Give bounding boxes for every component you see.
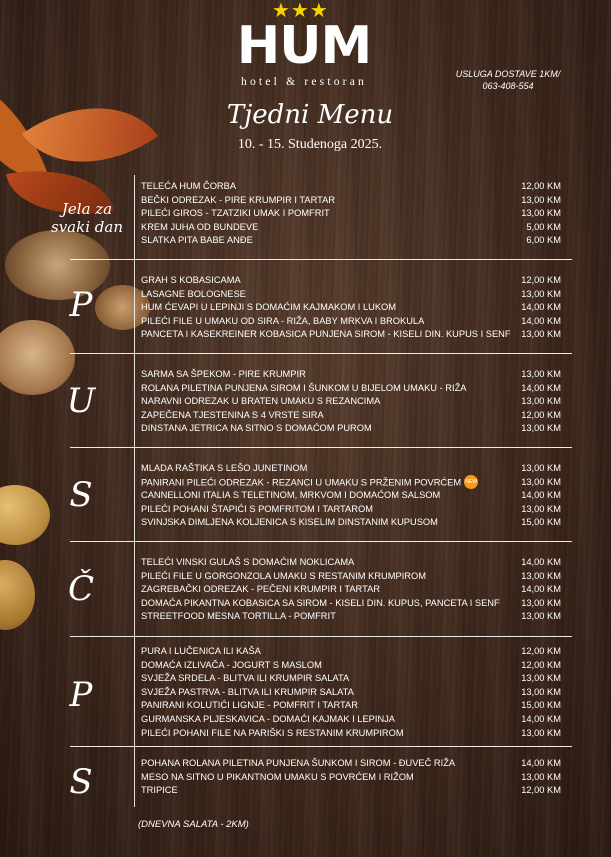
dish-price: 13,00 KM bbox=[521, 288, 561, 299]
menu-item bbox=[141, 476, 571, 490]
dish-price: 13,00 KM bbox=[521, 686, 561, 697]
dish-price: 13,00 KM bbox=[521, 673, 561, 684]
section-divider bbox=[70, 746, 572, 747]
dish-name: MESO NA SITNO U PIKANTNOM UMAKU S POVRĆEM I RIŽOM bbox=[141, 771, 414, 782]
menu-item bbox=[141, 686, 571, 700]
dish-price: 13,00 KM bbox=[521, 503, 561, 514]
dish-price: 12,00 KM bbox=[521, 646, 561, 656]
dish-name: PILEĆI POHANI ŠTAPIĆI S POMFRITOM I TARTAROM bbox=[141, 503, 373, 514]
dish-price: 13,00 KM bbox=[521, 771, 561, 782]
friday-menu-list bbox=[141, 645, 571, 740]
dish-price: 15,00 KM bbox=[521, 700, 561, 711]
dish-name: ROLANA PILETINA PUNJENA SIROM I ŠUNKOM U BIJELOM UMAKU - RIŽA bbox=[141, 382, 467, 393]
menu-item bbox=[141, 771, 571, 785]
dish-price: 6,00 KM bbox=[526, 235, 561, 246]
dish-price: 13,00 KM bbox=[521, 396, 561, 407]
everyday-menu-list bbox=[141, 180, 571, 248]
dish-name: PURA I LUČENICA ILI KAŠA bbox=[141, 646, 261, 656]
everyday-label-line: Jela za bbox=[61, 200, 113, 218]
everyday-label-line: svaki dan bbox=[51, 218, 123, 236]
dish-name: SLATKA PITA BABE ANĐE bbox=[141, 235, 253, 246]
tuesday-menu-list bbox=[141, 368, 571, 436]
dish-name: NARAVNI ODREZAK U BRATEN UMAKU S REZANCIMA bbox=[141, 396, 381, 407]
section-divider bbox=[70, 636, 572, 637]
menu-item bbox=[141, 583, 571, 597]
dish-name: KREM JUHA OD BUNDEVE bbox=[141, 221, 259, 232]
dish-price: 14,00 KM bbox=[521, 758, 561, 768]
section-divider bbox=[70, 353, 572, 354]
dish-price: 14,00 KM bbox=[521, 557, 561, 567]
dish-name: GRAH S KOBASICAMA bbox=[141, 275, 241, 285]
menu-title: Tjedni Menu bbox=[226, 100, 394, 130]
monday-menu-list bbox=[141, 274, 571, 342]
hum-logo: HUM bbox=[236, 16, 372, 76]
menu-item bbox=[141, 570, 571, 584]
dish-price: 12,00 KM bbox=[521, 181, 561, 191]
dish-name: CANNELLONI ITALIA S TELETINOM, MRKVOM I DOMAĆOM SALSOM bbox=[141, 490, 441, 501]
section-divider bbox=[70, 447, 572, 448]
menu-item bbox=[141, 207, 571, 221]
dish-price: 13,00 KM bbox=[521, 570, 561, 581]
dish-price: 13,00 KM bbox=[521, 208, 561, 219]
day-letter-monday: P bbox=[69, 285, 93, 325]
menu-item bbox=[141, 194, 571, 208]
menu-item bbox=[141, 516, 571, 530]
day-letter-thursday: Č bbox=[67, 569, 94, 609]
dish-price: 13,00 KM bbox=[521, 194, 561, 205]
menu-item bbox=[141, 757, 571, 771]
wednesday-menu-list bbox=[141, 462, 571, 530]
dish-price: 14,00 KM bbox=[521, 713, 561, 724]
dish-price: 13,00 KM bbox=[521, 423, 561, 434]
dish-price: 14,00 KM bbox=[521, 490, 561, 501]
dish-price: 13,00 KM bbox=[521, 597, 561, 608]
menu-item bbox=[141, 274, 571, 288]
menu-date: 10. - 15. Studenoga 2025. bbox=[237, 137, 383, 152]
dish-name: PILEĆI FILE U UMAKU OD SIRA - RIŽA, BABY MRKVA I BROKULA bbox=[141, 315, 425, 326]
menu-item bbox=[141, 315, 571, 329]
dish-price: 12,00 KM bbox=[521, 659, 561, 670]
menu-item bbox=[141, 784, 571, 798]
vertical-divider bbox=[134, 175, 135, 807]
day-letter-wednesday: S bbox=[69, 475, 93, 515]
dish-name: PANCETA I KASEKREINER KOBASICA PUNJENA SIROM - KISELI DIN. KUPUS I SENF bbox=[141, 329, 511, 340]
dish-price: 13,00 KM bbox=[521, 369, 561, 379]
potato-decoration bbox=[0, 485, 50, 545]
menu-item bbox=[141, 180, 571, 194]
dish-price: 12,00 KM bbox=[521, 409, 561, 420]
day-letter-tuesday: U bbox=[66, 381, 96, 421]
day-letter-friday: P bbox=[69, 675, 93, 715]
dish-price: 5,00 KM bbox=[526, 221, 561, 232]
dish-price: 12,00 KM bbox=[521, 785, 561, 796]
new-badge-icon: NEW bbox=[464, 475, 478, 489]
menu-item bbox=[141, 610, 571, 624]
everyday-label bbox=[38, 200, 136, 236]
menu-item bbox=[141, 382, 571, 396]
menu-item bbox=[141, 409, 571, 423]
dish-name: ZAGREBAČKI ODREZAK - PEČENI KRUMPIR I TARTAR bbox=[141, 584, 380, 595]
logo-subtitle: hotel & restoran bbox=[241, 76, 367, 88]
dish-price: 13,00 KM bbox=[521, 727, 561, 738]
menu-item bbox=[141, 699, 571, 713]
dish-price: 12,00 KM bbox=[521, 275, 561, 285]
dish-name: SVINJSKA DIMLJENA KOLJENICA S KISELIM DINSTANIM KUPUSOM bbox=[141, 517, 438, 528]
dish-name: TELEĆI VINSKI GULAŠ S DOMAĆIM NOKLICAMA bbox=[141, 557, 355, 567]
dish-name: PANIRANI PILEĆI ODREZAK - REZANCI U UMAKU S PRŽENIM POVRĆEM bbox=[141, 477, 462, 488]
menu-item bbox=[141, 489, 571, 503]
dish-name: PILEĆI GIROS - TZATZIKI UMAK I POMFRIT bbox=[141, 208, 330, 219]
dish-price: 14,00 KM bbox=[521, 302, 561, 313]
menu-item bbox=[141, 395, 571, 409]
dish-name: HUM ĆEVAPI U LEPINJI S DOMAĆIM KAJMAKOM I LUKOM bbox=[141, 302, 397, 313]
dish-price: 13,00 KM bbox=[521, 476, 561, 487]
delivery-phone: 063-408-554 bbox=[482, 81, 534, 91]
dish-price: 14,00 KM bbox=[521, 315, 561, 326]
menu-item bbox=[141, 462, 571, 476]
dish-price: 14,00 KM bbox=[521, 382, 561, 393]
menu-item bbox=[141, 597, 571, 611]
dish-price: 13,00 KM bbox=[521, 329, 561, 340]
potato-decoration bbox=[0, 560, 35, 630]
menu-item bbox=[141, 659, 571, 673]
dish-price: 14,00 KM bbox=[521, 584, 561, 595]
menu-item bbox=[141, 503, 571, 517]
dish-name: SARMA SA ŠPEKOM - PIRE KRUMPIR bbox=[141, 369, 306, 379]
menu-item bbox=[141, 368, 571, 382]
section-divider bbox=[70, 541, 572, 542]
dish-name: SVJEŽA SRDELA - BLITVA ILI KRUMPIR SALATA bbox=[141, 673, 350, 684]
dish-name: TRIPICE bbox=[141, 785, 178, 796]
dish-price: 13,00 KM bbox=[521, 463, 561, 473]
dish-name: GURMANSKA PLJESKAVICA - DOMAĆI KAJMAK I LEPINJA bbox=[141, 713, 396, 724]
delivery-info bbox=[448, 68, 568, 92]
rating-stars-icon: ★★★ bbox=[272, 0, 329, 22]
daily-salad-note: (DNEVNA SALATA - 2KM) bbox=[138, 819, 249, 830]
menu-item bbox=[141, 301, 571, 315]
menu-item bbox=[141, 221, 571, 235]
menu-item bbox=[141, 713, 571, 727]
dish-name: POHANA ROLANA PILETINA PUNJENA ŠUNKOM I SIROM - ĐUVEČ RIŽA bbox=[141, 758, 456, 768]
day-letter-saturday: S bbox=[69, 762, 93, 802]
section-divider bbox=[70, 259, 572, 260]
menu-item bbox=[141, 645, 571, 659]
dish-name: PILEĆI FILE U GORGONZOLA UMAKU S RESTANIM KRUMPIROM bbox=[141, 570, 426, 581]
menu-item bbox=[141, 556, 571, 570]
dish-name: DINSTANA JETRICA NA SITNO S DOMAĆOM PUROM bbox=[141, 423, 372, 434]
dish-name: SVJEŽA PASTRVA - BLITVA ILI KRUMPIR SALATA bbox=[141, 686, 354, 697]
menu-item bbox=[141, 234, 571, 248]
dish-name: BEČKI ODREZAK - PIRE KRUMPIR I TARTAR bbox=[141, 194, 336, 205]
dish-name-with-badge bbox=[141, 476, 478, 490]
dish-name: MLADA RAŠTIKA S LEŠO JUNETINOM bbox=[141, 463, 308, 473]
dish-price: 13,00 KM bbox=[521, 611, 561, 622]
dish-name: PILEĆI POHANI FILE NA PARIŠKI S RESTANIM KRUMPIROM bbox=[141, 727, 404, 738]
dish-name: DOMAĆA PIKANTNA KOBASICA SA SIROM - KISELI DIN. KUPUS, PANCETA I SENF bbox=[141, 597, 500, 608]
saturday-menu-list bbox=[141, 757, 571, 798]
dish-name: STREETFOOD MESNA TORTILLA - POMFRIT bbox=[141, 611, 336, 622]
dish-name: TELEĆA HUM ČORBA bbox=[141, 181, 237, 191]
menu-item bbox=[141, 328, 571, 342]
thursday-menu-list bbox=[141, 556, 571, 624]
dish-name: PANIRANI KOLUTIĆI LIGNJE - POMFRIT I TARTAR bbox=[141, 700, 358, 711]
dish-name: DOMAĆA IZLIVAČA - JOGURT S MASLOM bbox=[141, 659, 322, 670]
menu-item bbox=[141, 422, 571, 436]
menu-item bbox=[141, 672, 571, 686]
dish-name: ZAPEČENA TJESTENINA S 4 VRSTE SIRA bbox=[141, 409, 324, 420]
menu-item bbox=[141, 288, 571, 302]
menu-item bbox=[141, 727, 571, 741]
dish-price: 15,00 KM bbox=[521, 517, 561, 528]
delivery-line: USLUGA DOSTAVE 1KM/ bbox=[455, 69, 561, 79]
dish-name: LASAGNE BOLOGNESE bbox=[141, 288, 246, 299]
